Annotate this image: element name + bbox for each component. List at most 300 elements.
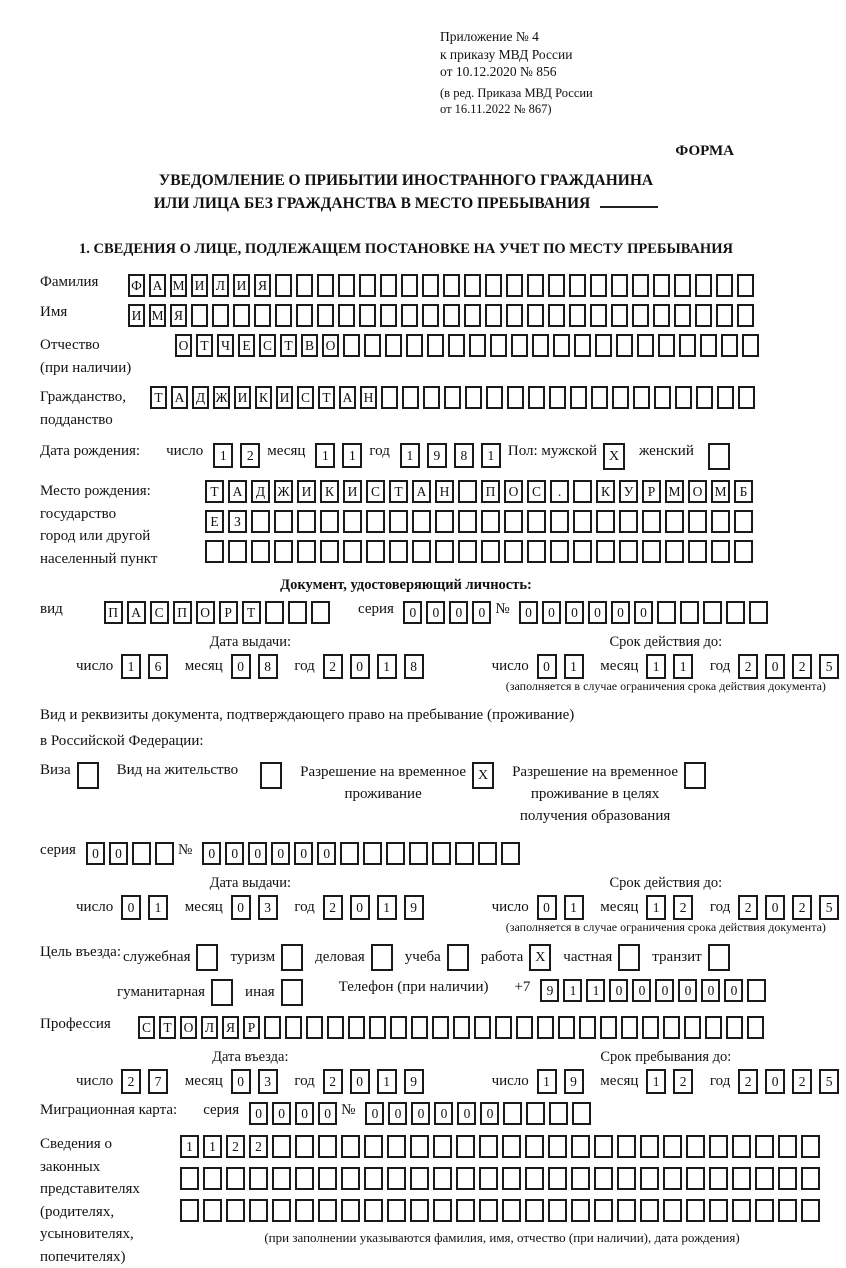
form-cell[interactable] xyxy=(296,304,313,327)
form-cell[interactable]: 0 xyxy=(248,842,267,865)
form-cell[interactable]: 2 xyxy=(240,443,260,468)
form-cell[interactable] xyxy=(486,386,503,409)
form-cell[interactable] xyxy=(526,1102,545,1125)
form-cell[interactable] xyxy=(674,274,691,297)
form-cell[interactable]: 1 xyxy=(203,1135,222,1158)
form-cell[interactable]: 0 xyxy=(480,1102,499,1125)
form-cell[interactable]: 1 xyxy=(481,443,501,468)
form-cell[interactable] xyxy=(389,540,408,563)
form-cell[interactable] xyxy=(716,304,733,327)
form-cell[interactable] xyxy=(455,842,474,865)
form-cell[interactable]: 2 xyxy=(323,895,343,920)
form-cell[interactable] xyxy=(525,1135,544,1158)
form-cell[interactable] xyxy=(180,1167,199,1190)
form-cell[interactable] xyxy=(738,386,755,409)
form-cell[interactable]: П xyxy=(173,601,192,624)
rvp-education-checkbox[interactable] xyxy=(684,762,706,789)
form-cell[interactable] xyxy=(747,1016,764,1039)
form-cell[interactable] xyxy=(703,601,722,624)
form-cell[interactable] xyxy=(274,510,293,533)
form-cell[interactable] xyxy=(642,510,661,533)
form-cell[interactable] xyxy=(640,1135,659,1158)
form-cell[interactable] xyxy=(686,1199,705,1222)
form-cell[interactable] xyxy=(742,334,759,357)
form-cell[interactable]: Л xyxy=(212,274,229,297)
form-cell[interactable] xyxy=(456,1199,475,1222)
form-cell[interactable]: И xyxy=(234,386,251,409)
form-cell[interactable] xyxy=(506,274,523,297)
form-cell[interactable] xyxy=(632,274,649,297)
form-cell[interactable]: И xyxy=(343,480,362,503)
form-cell[interactable] xyxy=(525,1199,544,1222)
form-cell[interactable] xyxy=(572,1102,591,1125)
form-cell[interactable]: 9 xyxy=(540,979,559,1002)
form-cell[interactable] xyxy=(264,1016,281,1039)
form-cell[interactable]: 0 xyxy=(272,1102,291,1125)
form-cell[interactable] xyxy=(433,1199,452,1222)
form-cell[interactable] xyxy=(389,510,408,533)
form-cell[interactable] xyxy=(632,304,649,327)
form-cell[interactable] xyxy=(295,1135,314,1158)
form-cell[interactable] xyxy=(317,274,334,297)
form-cell[interactable] xyxy=(458,510,477,533)
form-cell[interactable] xyxy=(275,274,292,297)
form-cell[interactable]: 0 xyxy=(588,601,607,624)
form-cell[interactable] xyxy=(479,1135,498,1158)
form-cell[interactable] xyxy=(617,1135,636,1158)
form-cell[interactable]: 0 xyxy=(457,1102,476,1125)
form-cell[interactable]: 2 xyxy=(738,1069,758,1094)
form-cell[interactable] xyxy=(658,334,675,357)
form-cell[interactable] xyxy=(448,334,465,357)
form-cell[interactable]: 0 xyxy=(202,842,221,865)
form-cell[interactable] xyxy=(402,386,419,409)
form-cell[interactable] xyxy=(737,274,754,297)
form-cell[interactable]: А xyxy=(149,274,166,297)
form-cell[interactable] xyxy=(749,601,768,624)
purpose-option-checkbox[interactable] xyxy=(708,944,730,971)
form-cell[interactable]: . xyxy=(550,480,569,503)
purpose-option-checkbox[interactable] xyxy=(196,944,218,971)
form-cell[interactable] xyxy=(654,386,671,409)
form-cell[interactable]: Т xyxy=(196,334,213,357)
form-cell[interactable] xyxy=(548,1167,567,1190)
form-cell[interactable]: 0 xyxy=(388,1102,407,1125)
form-cell[interactable]: С xyxy=(150,601,169,624)
form-cell[interactable] xyxy=(778,1199,797,1222)
form-cell[interactable] xyxy=(695,274,712,297)
form-cell[interactable] xyxy=(341,1167,360,1190)
form-cell[interactable] xyxy=(570,386,587,409)
form-cell[interactable] xyxy=(734,510,753,533)
form-cell[interactable] xyxy=(711,510,730,533)
form-cell[interactable] xyxy=(711,540,730,563)
form-cell[interactable]: Б xyxy=(734,480,753,503)
form-cell[interactable]: 5 xyxy=(819,654,839,679)
form-cell[interactable] xyxy=(275,304,292,327)
purpose-option-checkbox[interactable] xyxy=(618,944,640,971)
form-cell[interactable] xyxy=(479,1167,498,1190)
form-cell[interactable]: А xyxy=(339,386,356,409)
form-cell[interactable] xyxy=(619,540,638,563)
form-cell[interactable] xyxy=(341,1199,360,1222)
form-cell[interactable]: И xyxy=(276,386,293,409)
form-cell[interactable] xyxy=(338,274,355,297)
form-cell[interactable] xyxy=(663,1167,682,1190)
form-cell[interactable]: 1 xyxy=(564,895,584,920)
form-cell[interactable]: А xyxy=(412,480,431,503)
form-cell[interactable] xyxy=(401,274,418,297)
form-cell[interactable] xyxy=(226,1199,245,1222)
form-cell[interactable] xyxy=(364,1135,383,1158)
form-cell[interactable]: 5 xyxy=(819,1069,839,1094)
form-cell[interactable] xyxy=(642,540,661,563)
form-cell[interactable] xyxy=(732,1135,751,1158)
form-cell[interactable]: 1 xyxy=(315,443,335,468)
form-cell[interactable]: 0 xyxy=(655,979,674,1002)
form-cell[interactable] xyxy=(364,334,381,357)
form-cell[interactable]: О xyxy=(322,334,339,357)
form-cell[interactable] xyxy=(422,304,439,327)
form-cell[interactable]: С xyxy=(366,480,385,503)
form-cell[interactable]: 0 xyxy=(634,601,653,624)
form-cell[interactable] xyxy=(464,304,481,327)
form-cell[interactable]: В xyxy=(301,334,318,357)
form-cell[interactable] xyxy=(288,601,307,624)
form-cell[interactable] xyxy=(490,334,507,357)
form-cell[interactable] xyxy=(318,1167,337,1190)
form-cell[interactable] xyxy=(502,1199,521,1222)
form-cell[interactable]: 2 xyxy=(738,654,758,679)
form-cell[interactable]: 0 xyxy=(434,1102,453,1125)
form-cell[interactable] xyxy=(548,1199,567,1222)
form-cell[interactable] xyxy=(596,540,615,563)
form-cell[interactable]: Е xyxy=(238,334,255,357)
form-cell[interactable] xyxy=(700,334,717,357)
form-cell[interactable] xyxy=(249,1199,268,1222)
form-cell[interactable]: Ф xyxy=(128,274,145,297)
form-cell[interactable]: 2 xyxy=(673,1069,693,1094)
form-cell[interactable] xyxy=(364,1167,383,1190)
form-cell[interactable] xyxy=(574,334,591,357)
form-cell[interactable]: 0 xyxy=(231,654,251,679)
form-cell[interactable] xyxy=(595,334,612,357)
form-cell[interactable]: М xyxy=(665,480,684,503)
form-cell[interactable]: А xyxy=(127,601,146,624)
form-cell[interactable] xyxy=(410,1135,429,1158)
form-cell[interactable] xyxy=(481,540,500,563)
form-cell[interactable] xyxy=(180,1199,199,1222)
form-cell[interactable]: 0 xyxy=(565,601,584,624)
form-cell[interactable] xyxy=(495,1016,512,1039)
form-cell[interactable] xyxy=(686,1135,705,1158)
form-cell[interactable]: 0 xyxy=(765,895,785,920)
form-cell[interactable]: 1 xyxy=(121,654,141,679)
form-cell[interactable]: 1 xyxy=(673,654,693,679)
form-cell[interactable] xyxy=(511,334,528,357)
form-cell[interactable]: Я xyxy=(170,304,187,327)
form-cell[interactable]: 0 xyxy=(317,842,336,865)
form-cell[interactable] xyxy=(571,1135,590,1158)
form-cell[interactable]: 0 xyxy=(701,979,720,1002)
form-cell[interactable] xyxy=(387,1135,406,1158)
form-cell[interactable] xyxy=(571,1199,590,1222)
form-cell[interactable] xyxy=(663,1199,682,1222)
form-cell[interactable] xyxy=(411,1016,428,1039)
form-cell[interactable]: Т xyxy=(150,386,167,409)
form-cell[interactable] xyxy=(285,1016,302,1039)
form-cell[interactable]: 2 xyxy=(323,1069,343,1094)
purpose-option-checkbox[interactable] xyxy=(281,944,303,971)
form-cell[interactable] xyxy=(433,1167,452,1190)
form-cell[interactable] xyxy=(558,1016,575,1039)
form-cell[interactable] xyxy=(695,304,712,327)
form-cell[interactable] xyxy=(596,510,615,533)
purpose-option-checkbox[interactable] xyxy=(281,979,303,1006)
form-cell[interactable]: Т xyxy=(280,334,297,357)
form-cell[interactable] xyxy=(228,540,247,563)
form-cell[interactable] xyxy=(504,510,523,533)
form-cell[interactable] xyxy=(657,601,676,624)
form-cell[interactable] xyxy=(679,334,696,357)
form-cell[interactable]: 0 xyxy=(537,895,557,920)
form-cell[interactable] xyxy=(665,540,684,563)
form-cell[interactable]: 0 xyxy=(121,895,141,920)
form-cell[interactable] xyxy=(594,1199,613,1222)
form-cell[interactable] xyxy=(132,842,151,865)
purpose-option-checkbox[interactable] xyxy=(447,944,469,971)
form-cell[interactable] xyxy=(380,304,397,327)
form-cell[interactable] xyxy=(205,540,224,563)
form-cell[interactable]: И xyxy=(233,274,250,297)
purpose-option-checkbox[interactable] xyxy=(371,944,393,971)
form-cell[interactable] xyxy=(642,1016,659,1039)
form-cell[interactable] xyxy=(640,1199,659,1222)
form-cell[interactable] xyxy=(464,274,481,297)
form-cell[interactable] xyxy=(516,1016,533,1039)
form-cell[interactable]: 0 xyxy=(225,842,244,865)
form-cell[interactable]: Р xyxy=(642,480,661,503)
form-cell[interactable]: 0 xyxy=(318,1102,337,1125)
form-cell[interactable]: 2 xyxy=(226,1135,245,1158)
visa-checkbox[interactable] xyxy=(77,762,99,789)
form-cell[interactable] xyxy=(272,1135,291,1158)
form-cell[interactable] xyxy=(590,274,607,297)
form-cell[interactable] xyxy=(474,1016,491,1039)
form-cell[interactable] xyxy=(364,1199,383,1222)
form-cell[interactable]: 6 xyxy=(148,654,168,679)
form-cell[interactable] xyxy=(432,1016,449,1039)
form-cell[interactable] xyxy=(401,304,418,327)
form-cell[interactable] xyxy=(465,386,482,409)
form-cell[interactable] xyxy=(696,386,713,409)
form-cell[interactable]: Р xyxy=(219,601,238,624)
form-cell[interactable]: 1 xyxy=(646,895,666,920)
form-cell[interactable]: 1 xyxy=(180,1135,199,1158)
form-cell[interactable] xyxy=(663,1016,680,1039)
form-cell[interactable]: Д xyxy=(192,386,209,409)
form-cell[interactable] xyxy=(381,386,398,409)
form-cell[interactable]: Е xyxy=(205,510,224,533)
form-cell[interactable] xyxy=(550,510,569,533)
form-cell[interactable] xyxy=(548,1135,567,1158)
form-cell[interactable]: С xyxy=(138,1016,155,1039)
purpose-option-checkbox[interactable]: X xyxy=(529,944,551,971)
form-cell[interactable]: П xyxy=(104,601,123,624)
form-cell[interactable] xyxy=(233,304,250,327)
form-cell[interactable]: Н xyxy=(435,480,454,503)
form-cell[interactable] xyxy=(653,274,670,297)
form-cell[interactable]: 1 xyxy=(400,443,420,468)
form-cell[interactable] xyxy=(680,601,699,624)
form-cell[interactable] xyxy=(363,842,382,865)
form-cell[interactable] xyxy=(318,1199,337,1222)
form-cell[interactable] xyxy=(443,274,460,297)
form-cell[interactable] xyxy=(274,540,293,563)
form-cell[interactable] xyxy=(548,274,565,297)
form-cell[interactable]: Р xyxy=(243,1016,260,1039)
form-cell[interactable] xyxy=(688,540,707,563)
form-cell[interactable] xyxy=(550,540,569,563)
form-cell[interactable] xyxy=(479,1199,498,1222)
rvp-checkbox[interactable]: X xyxy=(472,762,494,789)
form-cell[interactable] xyxy=(380,274,397,297)
form-cell[interactable] xyxy=(726,601,745,624)
form-cell[interactable] xyxy=(633,386,650,409)
form-cell[interactable] xyxy=(747,979,766,1002)
form-cell[interactable] xyxy=(506,304,523,327)
form-cell[interactable]: 1 xyxy=(342,443,362,468)
form-cell[interactable] xyxy=(734,540,753,563)
form-cell[interactable]: И xyxy=(297,480,316,503)
form-cell[interactable] xyxy=(295,1199,314,1222)
form-cell[interactable]: 0 xyxy=(632,979,651,1002)
form-cell[interactable]: О xyxy=(180,1016,197,1039)
form-cell[interactable] xyxy=(458,480,477,503)
form-cell[interactable]: 0 xyxy=(678,979,697,1002)
form-cell[interactable] xyxy=(327,1016,344,1039)
form-cell[interactable] xyxy=(611,274,628,297)
purpose-option-checkbox[interactable] xyxy=(211,979,233,1006)
form-cell[interactable]: Т xyxy=(318,386,335,409)
form-cell[interactable] xyxy=(306,1016,323,1039)
form-cell[interactable]: 0 xyxy=(403,601,422,624)
form-cell[interactable] xyxy=(385,334,402,357)
form-cell[interactable]: М xyxy=(149,304,166,327)
form-cell[interactable]: О xyxy=(504,480,523,503)
form-cell[interactable]: Т xyxy=(242,601,261,624)
form-cell[interactable]: 1 xyxy=(377,1069,397,1094)
form-cell[interactable] xyxy=(553,334,570,357)
form-cell[interactable] xyxy=(412,540,431,563)
form-cell[interactable] xyxy=(387,1199,406,1222)
form-cell[interactable]: 0 xyxy=(109,842,128,865)
form-cell[interactable] xyxy=(548,304,565,327)
form-cell[interactable]: И xyxy=(191,274,208,297)
form-cell[interactable] xyxy=(801,1135,820,1158)
form-cell[interactable] xyxy=(716,274,733,297)
form-cell[interactable]: 1 xyxy=(377,654,397,679)
form-cell[interactable]: Ч xyxy=(217,334,234,357)
form-cell[interactable]: А xyxy=(228,480,247,503)
form-cell[interactable] xyxy=(317,304,334,327)
form-cell[interactable] xyxy=(688,510,707,533)
form-cell[interactable] xyxy=(504,540,523,563)
form-cell[interactable]: М xyxy=(711,480,730,503)
form-cell[interactable] xyxy=(527,540,546,563)
form-cell[interactable]: 2 xyxy=(323,654,343,679)
form-cell[interactable] xyxy=(318,1135,337,1158)
form-cell[interactable] xyxy=(709,1135,728,1158)
form-cell[interactable] xyxy=(611,304,628,327)
form-cell[interactable] xyxy=(573,480,592,503)
form-cell[interactable] xyxy=(340,842,359,865)
form-cell[interactable] xyxy=(675,386,692,409)
form-cell[interactable] xyxy=(410,1199,429,1222)
form-cell[interactable] xyxy=(527,274,544,297)
form-cell[interactable] xyxy=(311,601,330,624)
form-cell[interactable] xyxy=(409,842,428,865)
form-cell[interactable] xyxy=(501,842,520,865)
form-cell[interactable]: П xyxy=(481,480,500,503)
form-cell[interactable]: С xyxy=(259,334,276,357)
form-cell[interactable]: 1 xyxy=(213,443,233,468)
form-cell[interactable] xyxy=(527,510,546,533)
form-cell[interactable] xyxy=(343,510,362,533)
form-cell[interactable] xyxy=(203,1167,222,1190)
form-cell[interactable] xyxy=(272,1167,291,1190)
form-cell[interactable]: 1 xyxy=(148,895,168,920)
form-cell[interactable]: 8 xyxy=(404,654,424,679)
form-cell[interactable] xyxy=(410,1167,429,1190)
form-cell[interactable] xyxy=(272,1199,291,1222)
form-cell[interactable] xyxy=(348,1016,365,1039)
form-cell[interactable] xyxy=(481,510,500,533)
form-cell[interactable]: 0 xyxy=(249,1102,268,1125)
form-cell[interactable] xyxy=(390,1016,407,1039)
form-cell[interactable]: 1 xyxy=(377,895,397,920)
form-cell[interactable] xyxy=(726,1016,743,1039)
form-cell[interactable] xyxy=(251,510,270,533)
form-cell[interactable] xyxy=(212,304,229,327)
form-cell[interactable] xyxy=(617,1167,636,1190)
form-cell[interactable] xyxy=(709,1167,728,1190)
form-cell[interactable]: 0 xyxy=(449,601,468,624)
form-cell[interactable] xyxy=(203,1199,222,1222)
form-cell[interactable] xyxy=(616,334,633,357)
form-cell[interactable]: О xyxy=(175,334,192,357)
form-cell[interactable]: 1 xyxy=(537,1069,557,1094)
form-cell[interactable] xyxy=(801,1167,820,1190)
form-cell[interactable]: Т xyxy=(205,480,224,503)
form-cell[interactable] xyxy=(737,304,754,327)
form-cell[interactable]: 0 xyxy=(231,895,251,920)
form-cell[interactable]: 1 xyxy=(563,979,582,1002)
form-cell[interactable] xyxy=(297,510,316,533)
form-cell[interactable]: 9 xyxy=(404,895,424,920)
form-cell[interactable]: К xyxy=(255,386,272,409)
form-cell[interactable] xyxy=(296,274,313,297)
form-cell[interactable]: 0 xyxy=(765,654,785,679)
form-cell[interactable]: А xyxy=(171,386,188,409)
form-cell[interactable]: Л xyxy=(201,1016,218,1039)
form-cell[interactable]: 0 xyxy=(231,1069,251,1094)
form-cell[interactable] xyxy=(406,334,423,357)
form-cell[interactable]: 1 xyxy=(586,979,605,1002)
form-cell[interactable] xyxy=(778,1167,797,1190)
form-cell[interactable] xyxy=(569,274,586,297)
form-cell[interactable]: Ж xyxy=(274,480,293,503)
